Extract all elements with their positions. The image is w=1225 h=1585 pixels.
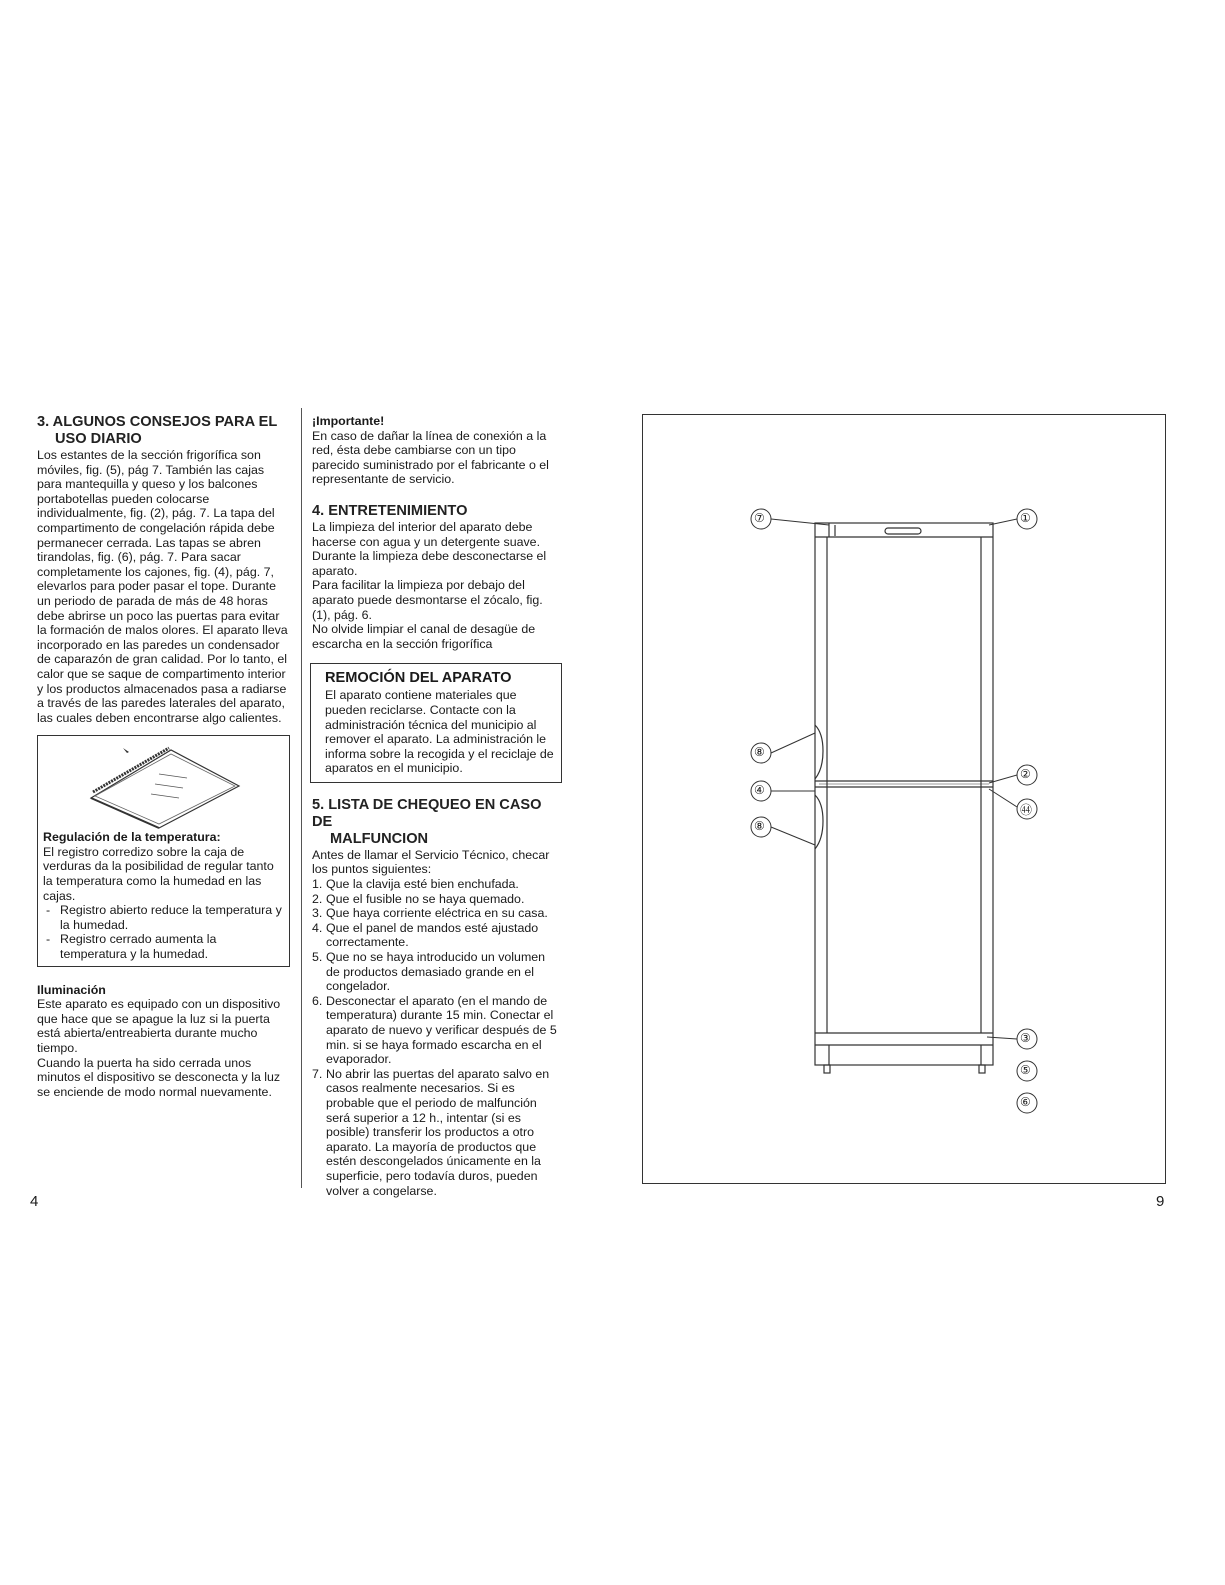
section-5-heading: 5. LISTA DE CHEQUEO EN CASO DE MALFUNCION bbox=[312, 796, 542, 847]
callout-7: ⑦ bbox=[754, 511, 765, 525]
section-4-heading: 4. ENTRETENIMIENTO bbox=[312, 502, 468, 519]
section-3-heading: 3. ALGUNOS CONSEJOS PARA EL USO DIARIO bbox=[37, 414, 278, 447]
remocion-title: REMOCIÓN DEL APARATO bbox=[325, 670, 512, 687]
callout-8a: ⑧ bbox=[754, 745, 765, 759]
list-item: 3. Que haya corriente eléctrica en su casa. bbox=[312, 906, 548, 921]
section-5-intro: Antes de llamar el Servicio Técnico, checar los puntos siguientes: bbox=[312, 847, 550, 877]
checklist bbox=[312, 877, 562, 1198]
list-item: 7. No abrir las puertas del aparato salvo en casos realmente necesarios. Si es probable que el periodo de malfunción será superior a 12 h., intentar (si es posible) transferir los productos a otro aparato. La mayoría de productos que estén descongelados únicamente en la superficie, pero todavía duros, pueden volver a congelarse. bbox=[312, 1066, 550, 1198]
section-4-body-3: No olvide limpiar el canal de desagüe de escarcha en la sección frigorífica bbox=[312, 622, 536, 651]
iluminacion-title: Iluminación bbox=[37, 982, 106, 997]
page-number-right: 9 bbox=[1156, 1193, 1165, 1210]
list-item: - Registro cerrado aumenta la temperatura y la humedad. bbox=[46, 932, 217, 962]
callout-1: ① bbox=[1020, 511, 1031, 525]
remocion-body: El aparato contiene materiales que pueden reciclarse. Contacte con la administración técnica del municipio al remover el aparato. La administración le informa sobre la recogida y el reciclaje de aparatos en el municipio. bbox=[325, 688, 554, 776]
regulation-title: Regulación de la temperatura: bbox=[43, 830, 221, 845]
importante-body: En caso de dañar la línea de conexión a la red, ésta debe cambiarse con un tipo parecido suministrado por el fabricante o el representante de servicio. bbox=[312, 428, 549, 487]
page-number-left: 4 bbox=[30, 1193, 39, 1210]
callout-4: ④ bbox=[754, 783, 765, 797]
left-column-1 bbox=[37, 414, 290, 1099]
callout-8b: ⑧ bbox=[754, 819, 765, 833]
list-item: 2. Que el fusible no se haya quemado. bbox=[312, 891, 525, 906]
column-divider bbox=[301, 408, 302, 1188]
drawer-lid-icon bbox=[43, 740, 283, 830]
list-item: - Registro abierto reduce la temperatura y la humedad. bbox=[46, 903, 282, 932]
section-3-body: Los estantes de la sección frigorífica son móviles, fig. (5), pág 7. También las cajas para mantequilla y queso y los balcones portabotellas pueden colocarse individualmente, fig. (2), pág. 7. La tapa del compartimento de congelación rápida debe permanecer cerrada. Las tapas se abren tirandolas, fig. (6), pág. 7. Para sacar completamente los cajones, fig. (4), pág. 7, elevarlos para poder pasar el tope. Durante un periodo de parada de más de 48 horas debe abrirse un poco las puertas para evitar la formación de malos olores. El aparato lleva incorporado en las paredes un condensador de caparazón de gran calidad. Por lo tanto, el calor que se saque de compartimento interior y los productos almacenados pasa a radiarse a través de las paredes laterales del aparato, las cuales deben encontrarse algo calientes. bbox=[37, 448, 288, 725]
temperature-regulation-box bbox=[37, 735, 290, 966]
importante-title: ¡Importante! bbox=[312, 414, 385, 428]
crisper-drawer-illustration bbox=[43, 740, 285, 830]
list-item: 4. Que el panel de mandos esté ajustado correctamente. bbox=[312, 920, 539, 950]
list-item: 1. Que la clavija esté bien enchufada. bbox=[312, 877, 519, 892]
callout-3: ③ bbox=[1020, 1031, 1031, 1045]
fridge-diagram-frame bbox=[642, 414, 1166, 1184]
iluminacion-body-1: Este aparato es equipado con un dispositivo que hace que se apague la luz si la puerta está abierta/entreabierta durante mucho tiempo. bbox=[37, 997, 281, 1055]
list-item: 5. Que no se haya introducido un volumen de productos demasiado grande en el congelador. bbox=[312, 950, 546, 994]
iluminacion-body-2: Cuando la puerta ha sido cerrada unos minutos el dispositivo se desconecta y la luz se enciende de modo normal nuevamente. bbox=[37, 1055, 281, 1099]
section-4-body-2: Para facilitar la limpieza por debajo del aparato puede desmontarse el zócalo, fig. (1), pág. 6. bbox=[312, 578, 543, 622]
callout-44: ㊹ bbox=[1020, 803, 1033, 817]
left-column-2 bbox=[312, 414, 562, 1198]
callout-2: ② bbox=[1020, 767, 1031, 781]
callout-5: ⑤ bbox=[1020, 1063, 1031, 1077]
section-4-body-1: La limpieza del interior del aparato debe hacerse con agua y un detergente suave. Durante la limpieza debe desconectarse el aparato. bbox=[312, 519, 547, 578]
callout-6: ⑥ bbox=[1020, 1095, 1031, 1109]
list-item: 6. Desconectar el aparato (en el mando de temperatura) durante 15 min. Conectar el aparato de nuevo y verificar después de 5 min. si se haya formado escarcha en el evaporador. bbox=[312, 993, 557, 1067]
regulation-body: El registro corredizo sobre la caja de verduras da la posibilidad de regular tanto la temperatura como la humedad en las cajas. bbox=[43, 844, 274, 903]
callout-labels bbox=[643, 415, 1165, 1183]
remocion-box bbox=[310, 663, 562, 783]
